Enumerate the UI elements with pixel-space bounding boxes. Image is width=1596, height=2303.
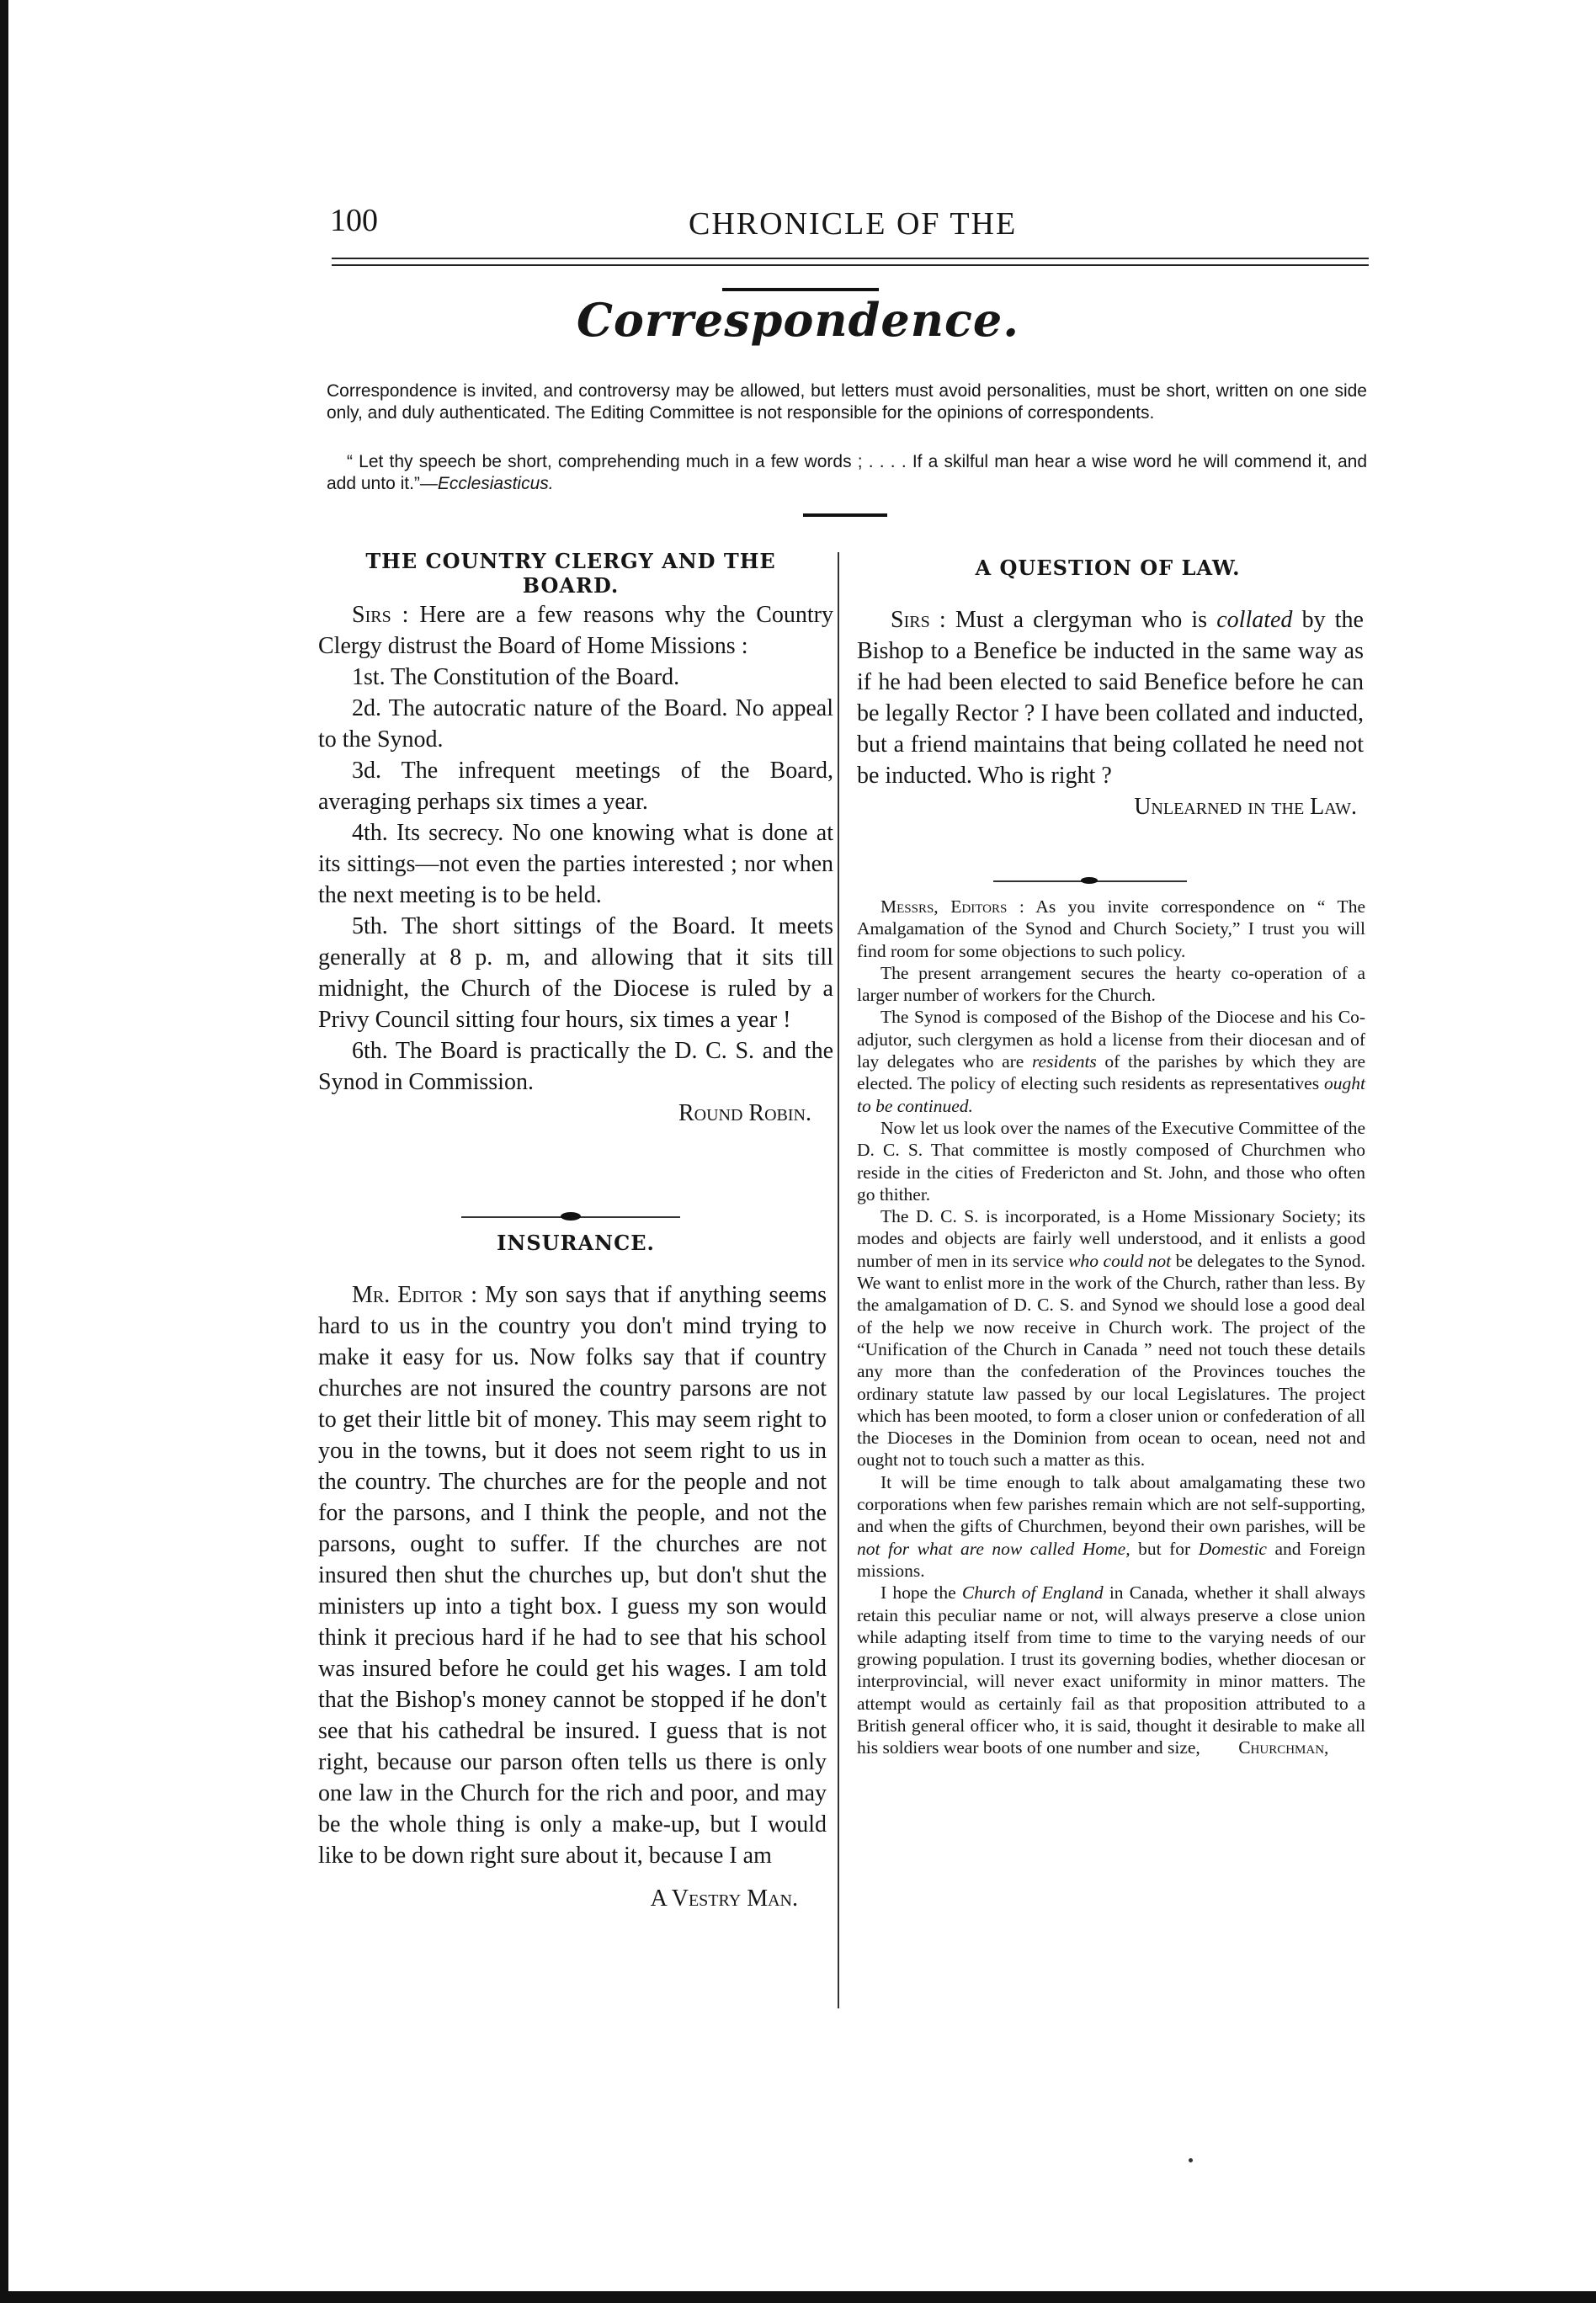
letter-3-salutation: Sirs : xyxy=(891,607,946,633)
letter-4-p3-b: of the parishes by which they are elected. The policy of electing such residents as representatives xyxy=(857,1051,1366,1094)
separator-ornament-2-dot xyxy=(1081,877,1098,884)
letter-4-p1-text: As you invite correspondence on “ The Amalgamation of the Synod and Church Society,” I trust you will find room for some objections to such policy. xyxy=(857,896,1365,961)
letter-1-reason-6: 6th. The Board is practically the D. C. S. and the Synod in Commission. xyxy=(318,1038,833,1095)
intro-rule xyxy=(803,513,887,517)
letter-1-opening-text: Here are a few reasons why the Country Clergy distrust the Board of Home Missions : xyxy=(318,602,833,659)
letter-4-p3-em2: ought to be continued. xyxy=(857,1073,1365,1116)
letter-4-p5 xyxy=(857,1205,1365,1471)
letter-4-p7-b: in Canada, whether it shall always retain this peculiar name or not, will always preserve a close union while adapting itself from time to time to the varying needs of our growing population. I trust its governing bodies, whether diocesan or interprovincial, will never exact uniformity in minor matters. The attempt would as certainly fail as that proposition attributed to a British general officer who, it is said, thought it desirable to make all his soldiers wear boots of one number and size, xyxy=(857,1582,1365,1758)
letter-4-p5-b: be delegates to the Synod. We want to enlist more in the work of the Church, rather than less. By the amalgamation of D. C. S. and Synod we should lose a good deal of the help we now receive in Church work. The project of the “Unification of the Church in Canada ” need not touch these details any more than the confederation of the Provinces touches the ordinary statute law passed by our local Legislatures. The project which has been mooted, to form a closer union or confederation of all the Dioceses in the Dominion from ocean to ocean, need not and ought not to touch such a matter as this. xyxy=(857,1250,1365,1471)
letter-4-p2: The present arrangement secures the hearty co-operation of a larger number of workers for the Church. xyxy=(857,962,1365,1006)
letter-2-body-text: My son says that if anything seems hard to us in the country you don't mind trying to make it easy for us. Now folks say that if country churches are not insured the country parsons are not to get their little bit of money. This may seem right to you in the towns, but it does not seem right to us in the country. The churches are for the people and not for the parsons, and I think the people, and not the parsons, ought to suffer. If the churches are not insured then shut the churches up, but don't shut the ministers up into a tight box. I guess my son would think it precious hard if he had to see that his school was insured before he could get his wages. I am told that the Bishop's money cannot be stopped if he don't see that his cathedral be insured. I guess that is not right, because our parson often tells us there is only one law in the Church for the rich and poor, and may be the whole thing is only a make-up, but I would like to be down right sure about it, because I am xyxy=(318,1282,827,1869)
column-divider xyxy=(838,552,839,2008)
letter-2-salutation: Mr. Editor : xyxy=(352,1282,477,1308)
intro-quote xyxy=(327,451,1367,495)
letter-4-p6-em1: not for what are now called Home, xyxy=(857,1538,1130,1559)
page-number: 100 xyxy=(330,203,378,238)
letter-4-p6 xyxy=(857,1471,1365,1582)
letter-4-p7 xyxy=(857,1582,1365,1758)
letter-4-signature: Churchman, xyxy=(1238,1737,1329,1758)
letter-1-reason-4: 4th. Its secrecy. No one knowing what is done at its sittings—not even the parties interested ; nor when the next meeting is to be held. xyxy=(318,820,833,908)
letter-1-opening xyxy=(318,599,833,662)
letter-4-p7-a: I hope the xyxy=(880,1582,962,1604)
running-head: CHRONICLE OF THE xyxy=(689,206,1018,242)
letter-4-p4: Now let us look over the names of the Executive Committee of the D. C. S. That committee is mostly composed of Churchmen who reside in the cities of Fredericton and St. John, and those who often go thither. xyxy=(857,1117,1365,1205)
letter-4-salutation: Messrs, Editors : xyxy=(880,896,1024,917)
letter-4-p1 xyxy=(857,896,1365,962)
letter-1-body xyxy=(318,599,833,1129)
letter-4-p6-a: It will be time enough to talk about amalgamating these two corporations when few parishes remain which are not self-supporting, and when the gifts of Churchmen, beyond their own parishes, will be xyxy=(857,1471,1365,1537)
letter-4-p6-em2: Domestic xyxy=(1198,1538,1267,1559)
letter-2-body xyxy=(318,1279,827,1914)
letter-2-text xyxy=(318,1279,827,1871)
letter-4-body xyxy=(857,896,1365,1759)
letter-3-body-a: Must a clergyman who is xyxy=(945,607,1217,633)
letter-1-reason-3: 3d. The infrequent meetings of the Board, averaging perhaps six times a year. xyxy=(318,758,833,815)
letter-1-reason-1: 1st. The Constitution of the Board. xyxy=(352,664,680,690)
letter-4-p3-em1: residents xyxy=(1031,1051,1097,1072)
letter-4-p5-em: who could not xyxy=(1068,1250,1172,1271)
intro-quote-source: Ecclesiasticus. xyxy=(437,474,554,493)
letter-3-heading: A QUESTION OF LAW. xyxy=(975,556,1241,580)
letter-1-reason-5: 5th. The short sittings of the Board. It meets generally at 8 p. m, and allowing that it sits till midnight, the Church of the Diocese is ruled by a Privy Council sitting four hours, six times a year ! xyxy=(318,913,833,1033)
header-rule-bottom xyxy=(332,264,1369,266)
separator-ornament-1-dot xyxy=(561,1212,581,1221)
intro-quote-text: “ Let thy speech be short, comprehending much in a few words ; . . . . If a skilful man hear a wise word he will commend it, and add unto it.”— xyxy=(327,452,1367,493)
letter-4-p5-a: The D. C. S. is incorporated, is a Home Missionary Society; its modes and objects are fairly well understood, and it enlists a good number of men in its service xyxy=(857,1206,1365,1271)
letter-3-text xyxy=(857,604,1364,791)
letter-1-salutation: Sirs : xyxy=(352,602,409,628)
intro-notice: Correspondence is invited, and controversy may be allowed, but letters must avoid personalities, must be short, written on one side only, and duly authenticated. The Editing Committee is not responsible for the opinions of correspondents. xyxy=(327,381,1367,423)
title-rule-upper xyxy=(722,288,879,291)
letter-3-signature: Unlearned in the Law. xyxy=(1134,794,1357,820)
letter-1-reason-2: 2d. The autocratic nature of the Board. No appeal to the Synod. xyxy=(318,695,833,753)
letter-4-p3-a: The Synod is composed of the Bishop of the Diocese and his Co-adjutor, such clergymen as hold a license from their diocesan and of lay delegates who are xyxy=(857,1007,1365,1072)
letter-3-body xyxy=(857,604,1364,822)
scan-edge-bottom xyxy=(0,2291,1596,2303)
letter-4-p6-b: but for xyxy=(1130,1538,1199,1559)
letter-4-p7-em: Church of England xyxy=(961,1582,1104,1604)
section-title: Correspondence. xyxy=(576,293,1020,347)
letter-3-body-em: collated xyxy=(1216,607,1293,633)
header-rule-top xyxy=(332,258,1369,259)
letter-2-signature: A Vestry Man. xyxy=(650,1885,798,1912)
letter-4-p6-c: and Foreign missions. xyxy=(857,1538,1365,1581)
letter-3-body-b: by the Bishop to a Benefice be inducted in the same way as if he had been elected to said Benefice before he can be legally Rector ? I have been collated and inducted, but a friend maintains that being collated he need not be inducted. Who is right ? xyxy=(857,607,1364,789)
scan-speck xyxy=(1189,2158,1193,2162)
letter-2-heading: INSURANCE. xyxy=(497,1231,655,1255)
letter-1-signature: Round Robin. xyxy=(678,1100,811,1126)
letter-1-heading: THE COUNTRY CLERGY AND THE BOARD. xyxy=(365,549,776,598)
letter-4-p3 xyxy=(857,1006,1365,1116)
